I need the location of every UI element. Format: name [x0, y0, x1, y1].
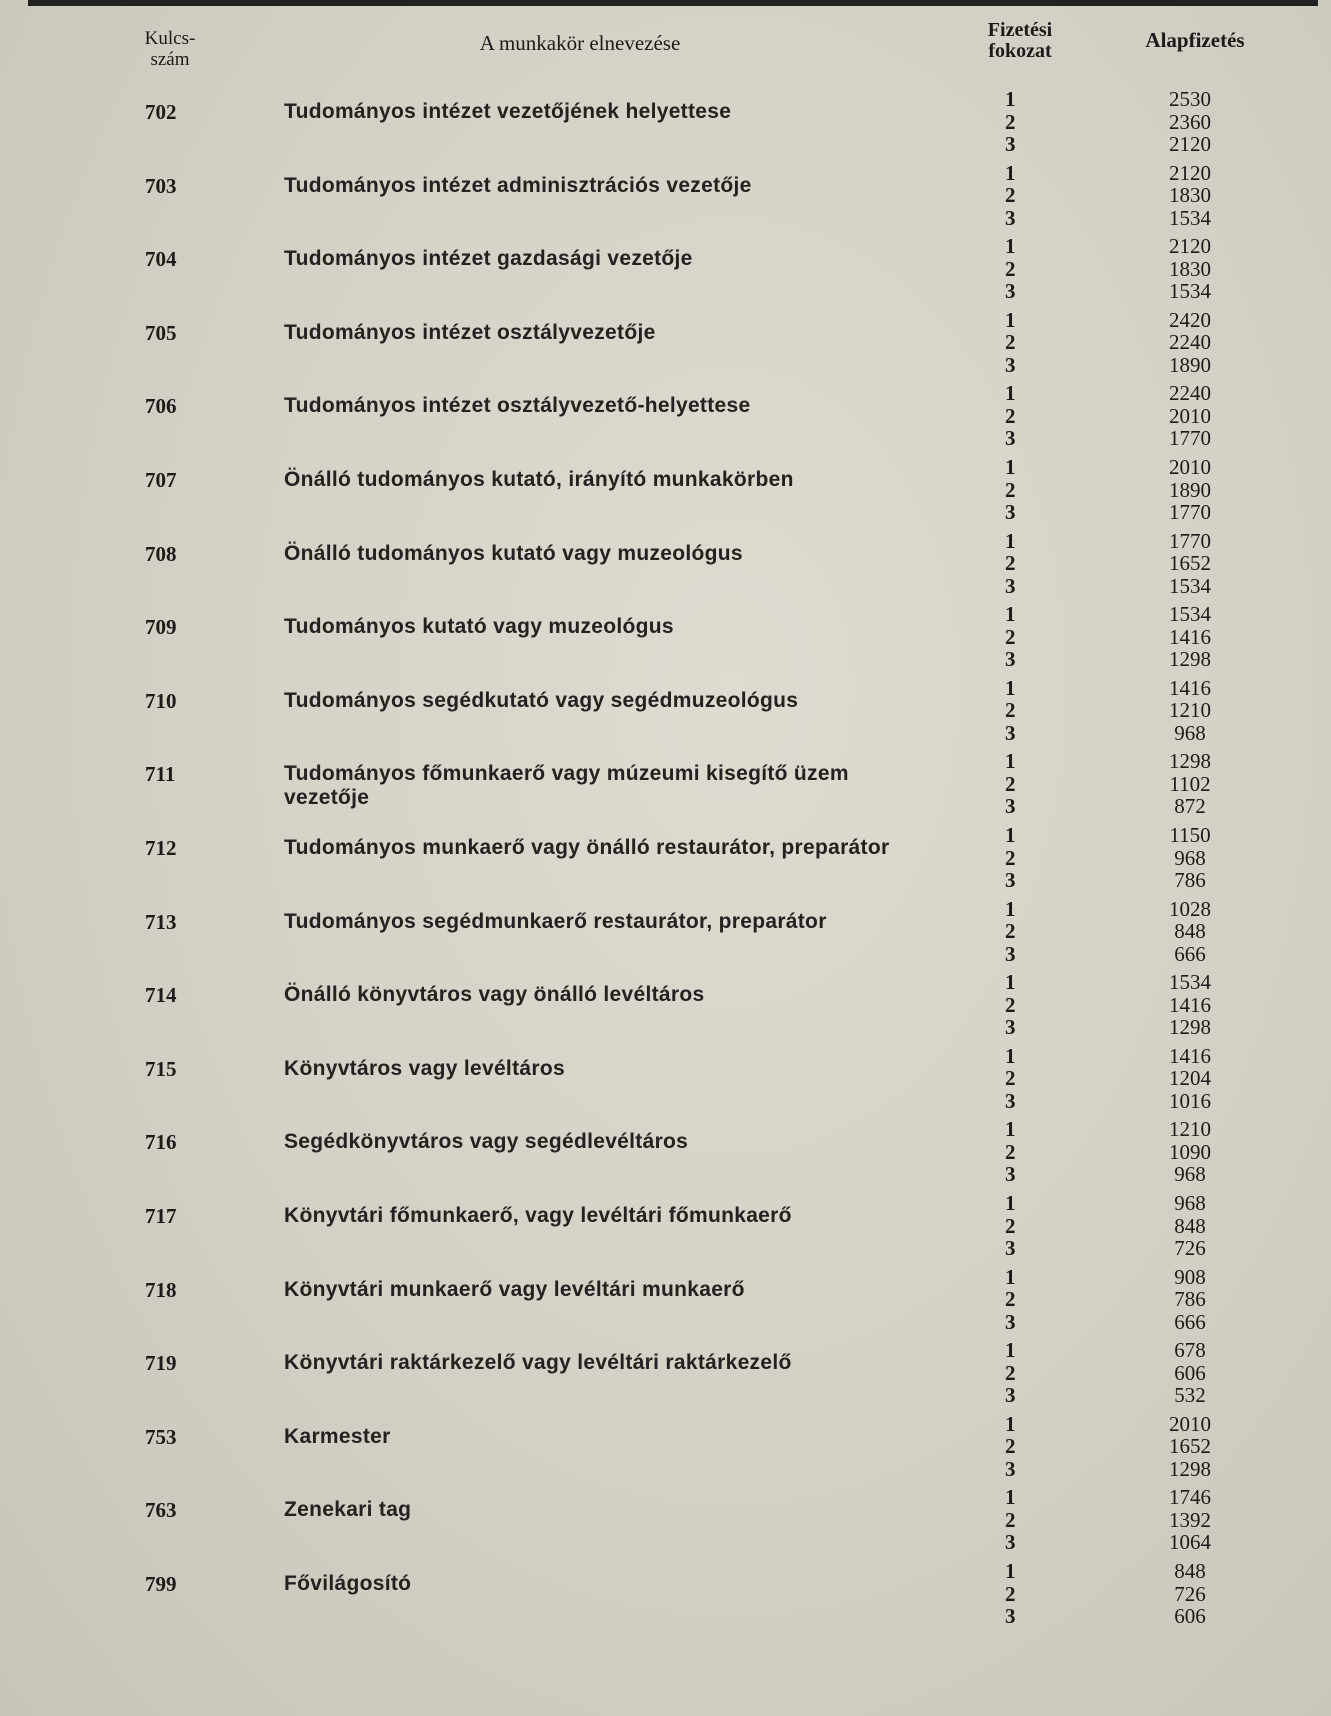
pay-grade-list	[1005, 1486, 1035, 1554]
pay-grade: 1	[1005, 970, 1016, 995]
key-number: 708	[145, 541, 177, 566]
pay-grade: 3	[1005, 205, 1016, 230]
pay-grade: 1	[1005, 307, 1016, 332]
pay-grade: 1	[1005, 87, 1016, 111]
header-grade-line-1: Fizetési	[987, 19, 1053, 41]
pay-grade: 3	[1005, 500, 1016, 524]
pay-grade-list	[1005, 677, 1035, 745]
base-salary-list	[1150, 898, 1230, 966]
table-row	[0, 749, 1331, 834]
pay-grade: 2	[1005, 919, 1016, 944]
base-salary: 1204	[1169, 1066, 1211, 1091]
header-key-line-2: szám	[150, 49, 190, 70]
table-row	[0, 381, 1331, 466]
base-salary-list	[1150, 88, 1230, 156]
base-salary: 606	[1174, 1360, 1206, 1385]
table-row	[0, 1264, 1331, 1350]
key-number: 715	[145, 1056, 177, 1081]
pay-grade-list	[1005, 162, 1035, 230]
base-salary-list	[1150, 824, 1230, 892]
table-row	[0, 1191, 1331, 1276]
base-salary-list	[1150, 1339, 1230, 1407]
key-number: 712	[145, 836, 177, 860]
base-salary: 1064	[1169, 1530, 1211, 1555]
pay-grade-list	[1005, 1413, 1035, 1481]
base-salary-list	[1150, 1118, 1230, 1186]
base-salary: 1652	[1169, 551, 1211, 576]
pay-grade: 3	[1005, 1604, 1016, 1628]
job-title: Tudományos intézet adminisztrációs vezetője	[284, 173, 752, 197]
pay-grade-list	[1005, 1045, 1035, 1113]
table-row	[0, 1559, 1331, 1644]
pay-grade: 2	[1005, 771, 1016, 796]
job-title: Tudományos segédkutató vagy segédmuzeológus	[284, 688, 799, 712]
job-title: Önálló tudományos kutató vagy muzeológus	[284, 541, 743, 565]
base-salary: 1298	[1169, 1015, 1211, 1040]
base-salary: 1298	[1169, 1456, 1211, 1481]
pay-grade: 2	[1005, 1434, 1016, 1459]
base-salary: 1298	[1169, 749, 1211, 774]
pay-grade: 2	[1005, 551, 1016, 576]
base-salary: 908	[1174, 1264, 1206, 1289]
base-salary: 1770	[1169, 528, 1211, 553]
header-pay-grade	[960, 20, 1080, 62]
base-salary-list	[1150, 1413, 1230, 1481]
base-salary-list	[1150, 1486, 1230, 1554]
pay-grade: 2	[1005, 992, 1016, 1017]
table-row	[0, 1411, 1331, 1497]
top-rule	[28, 0, 1318, 6]
base-salary: 2240	[1169, 330, 1211, 355]
key-number: 716	[145, 1130, 177, 1155]
pay-grade: 3	[1005, 426, 1016, 451]
job-title: Könyvtári raktárkezelő vagy levéltári raktárkezelő	[284, 1351, 792, 1375]
base-salary: 1652	[1169, 1434, 1211, 1459]
key-number: 705	[145, 320, 177, 345]
base-salary: 2240	[1169, 381, 1211, 406]
key-number: 707	[145, 468, 177, 492]
table-row	[0, 455, 1331, 540]
base-salary: 1392	[1169, 1507, 1211, 1532]
base-salary: 1746	[1169, 1485, 1211, 1510]
header-key-line-1: Kulcs-	[144, 28, 196, 49]
header-grade-line-2: fokozat	[988, 40, 1052, 62]
pay-grade-list	[1005, 1192, 1035, 1260]
pay-grade: 3	[1005, 720, 1016, 745]
pay-grade: 1	[1005, 381, 1016, 406]
base-salary: 968	[1174, 1191, 1206, 1215]
base-salary-list	[1150, 1192, 1230, 1260]
base-salary: 726	[1174, 1581, 1206, 1606]
base-salary-list	[1150, 1266, 1230, 1334]
base-salary-list	[1150, 971, 1230, 1039]
base-salary: 1298	[1169, 647, 1211, 672]
job-title: Könyvtári főmunkaerő, vagy levéltári főmunkaerő	[284, 1204, 792, 1227]
pay-grade: 1	[1005, 1117, 1016, 1142]
base-salary: 2120	[1169, 234, 1211, 259]
pay-grade: 1	[1005, 1559, 1016, 1583]
table-row	[0, 234, 1331, 319]
pay-grade: 2	[1005, 624, 1016, 649]
pay-grade: 3	[1005, 1015, 1016, 1040]
base-salary-list	[1150, 1560, 1230, 1628]
base-salary: 2120	[1169, 132, 1211, 156]
pay-grade-list	[1005, 971, 1035, 1039]
base-salary: 968	[1174, 1162, 1206, 1187]
pay-grade: 1	[1005, 749, 1016, 774]
base-salary: 2010	[1169, 455, 1211, 479]
base-salary-list	[1150, 456, 1230, 524]
base-salary: 1890	[1169, 477, 1211, 502]
pay-grade: 1	[1005, 1191, 1016, 1215]
pay-grade: 1	[1005, 602, 1016, 627]
base-salary: 1770	[1169, 426, 1211, 451]
job-title: Zenekari tag	[284, 1498, 412, 1522]
header-base-salary: Alapfizetés	[1145, 28, 1245, 52]
table-row	[0, 160, 1331, 246]
base-salary: 1416	[1169, 1043, 1211, 1068]
pay-grade: 2	[1005, 1213, 1016, 1238]
table-row	[0, 823, 1331, 908]
job-title: Önálló könyvtáros vagy önálló levéltáros	[284, 983, 705, 1007]
pay-grade: 1	[1005, 234, 1016, 259]
base-salary: 1890	[1169, 352, 1211, 377]
base-salary-list	[1150, 309, 1230, 377]
pay-grade: 3	[1005, 279, 1016, 304]
job-title: Tudományos intézet osztályvezetője	[284, 320, 656, 344]
key-number: 711	[145, 762, 176, 787]
base-salary: 1416	[1169, 992, 1211, 1017]
pay-grade: 2	[1005, 1066, 1016, 1091]
base-salary: 1416	[1169, 624, 1211, 649]
key-number: 703	[145, 173, 177, 198]
base-salary: 1534	[1169, 205, 1211, 230]
pay-grade: 3	[1005, 1088, 1016, 1113]
job-title: Tudományos intézet gazdasági vezetője	[284, 247, 693, 271]
base-salary-list	[1150, 235, 1230, 303]
pay-grade: 1	[1005, 1264, 1016, 1289]
job-title: Tudományos intézet osztályvezető-helyettese	[284, 394, 751, 418]
pay-grade-list	[1005, 898, 1035, 966]
base-salary: 2010	[1169, 403, 1211, 428]
pay-grade: 1	[1005, 675, 1016, 700]
base-salary: 786	[1174, 1287, 1206, 1312]
pay-grade: 1	[1005, 896, 1016, 921]
base-salary: 666	[1174, 941, 1206, 966]
job-title: Karmester	[284, 1424, 391, 1448]
base-salary: 968	[1174, 720, 1206, 745]
base-salary-list	[1150, 382, 1230, 450]
base-salary: 2360	[1169, 109, 1211, 134]
table-row	[0, 1043, 1331, 1129]
pay-grade-list	[1005, 309, 1035, 377]
base-salary: 848	[1174, 1213, 1206, 1238]
pay-grade: 3	[1005, 1456, 1016, 1481]
pay-grade: 2	[1005, 256, 1016, 281]
base-salary: 666	[1174, 1309, 1206, 1334]
key-number: 704	[145, 247, 177, 272]
base-salary: 1210	[1169, 698, 1211, 723]
table-row	[0, 1338, 1331, 1423]
pay-grade: 1	[1005, 528, 1016, 553]
pay-grade-list	[1005, 603, 1035, 671]
base-salary: 1102	[1169, 771, 1211, 796]
base-salary-list	[1150, 530, 1230, 598]
job-title: Tudományos intézet vezetőjének helyettese	[284, 100, 732, 123]
base-salary: 1830	[1169, 183, 1211, 208]
table-row	[0, 307, 1331, 393]
pay-grade: 1	[1005, 1485, 1016, 1510]
key-number: 706	[145, 394, 177, 419]
base-salary: 1016	[1169, 1088, 1211, 1113]
base-salary: 786	[1174, 868, 1206, 892]
key-number: 702	[145, 100, 177, 124]
pay-grade: 2	[1005, 330, 1016, 355]
base-salary-list	[1150, 162, 1230, 230]
job-title: Tudományos segédmunkaerő restaurátor, preparátor	[284, 909, 827, 933]
table-row	[0, 970, 1331, 1055]
job-title: Könyvtári munkaerő vagy levéltári munkaerő	[284, 1277, 745, 1301]
pay-grade: 3	[1005, 1530, 1016, 1555]
table-row	[0, 87, 1331, 172]
base-salary: 1090	[1169, 1139, 1211, 1164]
pay-grade-list	[1005, 530, 1035, 598]
header-job-title: A munkakör elnevezése	[479, 31, 681, 55]
base-salary: 848	[1174, 919, 1206, 944]
base-salary: 2010	[1169, 1411, 1211, 1436]
pay-grade: 3	[1005, 868, 1016, 892]
pay-grade: 3	[1005, 352, 1016, 377]
key-number: 753	[145, 1424, 177, 1449]
pay-grade: 3	[1005, 1162, 1016, 1187]
pay-grade: 2	[1005, 698, 1016, 723]
base-salary: 726	[1174, 1236, 1206, 1260]
key-number: 799	[145, 1572, 177, 1596]
base-salary: 872	[1174, 794, 1206, 819]
base-salary: 532	[1174, 1383, 1206, 1408]
key-number: 714	[145, 983, 177, 1008]
pay-grade-list	[1005, 235, 1035, 303]
pay-grade-list	[1005, 382, 1035, 450]
key-number: 719	[145, 1351, 177, 1376]
header-key-number	[130, 28, 210, 70]
job-title: Önálló tudományos kutató, irányító munkakörben	[284, 468, 794, 491]
pay-grade: 2	[1005, 845, 1016, 870]
pay-grade: 3	[1005, 573, 1016, 598]
base-salary: 2420	[1169, 307, 1211, 332]
pay-grade: 3	[1005, 647, 1016, 672]
key-number: 713	[145, 909, 177, 934]
job-title: Segédkönyvtáros vagy segédlevéltáros	[284, 1130, 689, 1154]
base-salary: 1210	[1169, 1117, 1211, 1142]
pay-grade-list	[1005, 1339, 1035, 1407]
key-number: 710	[145, 688, 177, 713]
base-salary-list	[1150, 1045, 1230, 1113]
pay-grade: 2	[1005, 1581, 1016, 1606]
pay-grade-list	[1005, 824, 1035, 892]
base-salary: 1028	[1169, 896, 1211, 921]
table-row	[0, 1117, 1331, 1202]
pay-grade-list	[1005, 88, 1035, 156]
base-salary-list	[1150, 750, 1230, 818]
pay-grade: 3	[1005, 941, 1016, 966]
job-title: Tudományos főmunkaerő vagy múzeumi kisegítő üzem vezetője	[284, 762, 849, 810]
pay-grade: 1	[1005, 1338, 1016, 1363]
pay-grade: 3	[1005, 794, 1016, 819]
table-row	[0, 528, 1331, 614]
pay-grade: 1	[1005, 1043, 1016, 1068]
pay-grade: 2	[1005, 1360, 1016, 1385]
base-salary: 1534	[1169, 602, 1211, 627]
pay-grade: 1	[1005, 455, 1016, 479]
pay-grade: 1	[1005, 1411, 1016, 1436]
job-title: Könyvtáros vagy levéltáros	[284, 1056, 565, 1080]
table-row	[0, 896, 1331, 982]
key-number: 709	[145, 615, 177, 640]
pay-grade: 2	[1005, 109, 1016, 134]
base-salary: 1830	[1169, 256, 1211, 281]
base-salary: 1534	[1169, 279, 1211, 304]
pay-grade-list	[1005, 456, 1035, 524]
base-salary: 848	[1174, 1559, 1206, 1583]
base-salary: 1534	[1169, 573, 1211, 598]
pay-grade-list	[1005, 750, 1035, 818]
key-number: 718	[145, 1277, 177, 1302]
base-salary: 968	[1174, 845, 1206, 870]
pay-grade: 2	[1005, 1287, 1016, 1312]
base-salary: 606	[1174, 1604, 1206, 1628]
pay-grade: 3	[1005, 1309, 1016, 1334]
base-salary: 1770	[1169, 500, 1211, 524]
base-salary-list	[1150, 677, 1230, 745]
job-title: Tudományos munkaerő vagy önálló restaurátor, preparátor	[284, 836, 890, 859]
table-row	[0, 1485, 1331, 1570]
job-title: Fővilágosító	[284, 1572, 412, 1595]
pay-grade: 2	[1005, 1507, 1016, 1532]
key-number: 717	[145, 1204, 177, 1228]
table-row	[0, 675, 1331, 761]
pay-grade: 3	[1005, 1236, 1016, 1260]
pay-grade-list	[1005, 1118, 1035, 1186]
base-salary: 1534	[1169, 970, 1211, 995]
table-row	[0, 602, 1331, 687]
pay-grade: 1	[1005, 160, 1016, 185]
key-number: 763	[145, 1498, 177, 1523]
pay-grade: 1	[1005, 823, 1016, 847]
base-salary: 2120	[1169, 160, 1211, 185]
job-title: Tudományos kutató vagy muzeológus	[284, 615, 674, 639]
base-salary: 678	[1174, 1338, 1206, 1363]
pay-grade: 2	[1005, 477, 1016, 502]
base-salary-list	[1150, 603, 1230, 671]
pay-grade: 2	[1005, 183, 1016, 208]
pay-grade-list	[1005, 1560, 1035, 1628]
pay-grade: 2	[1005, 1139, 1016, 1164]
base-salary: 1416	[1169, 675, 1211, 700]
base-salary: 2530	[1169, 87, 1211, 111]
pay-grade: 3	[1005, 132, 1016, 156]
pay-grade: 3	[1005, 1383, 1016, 1408]
pay-grade: 2	[1005, 403, 1016, 428]
base-salary: 1150	[1169, 823, 1211, 847]
pay-grade-list	[1005, 1266, 1035, 1334]
